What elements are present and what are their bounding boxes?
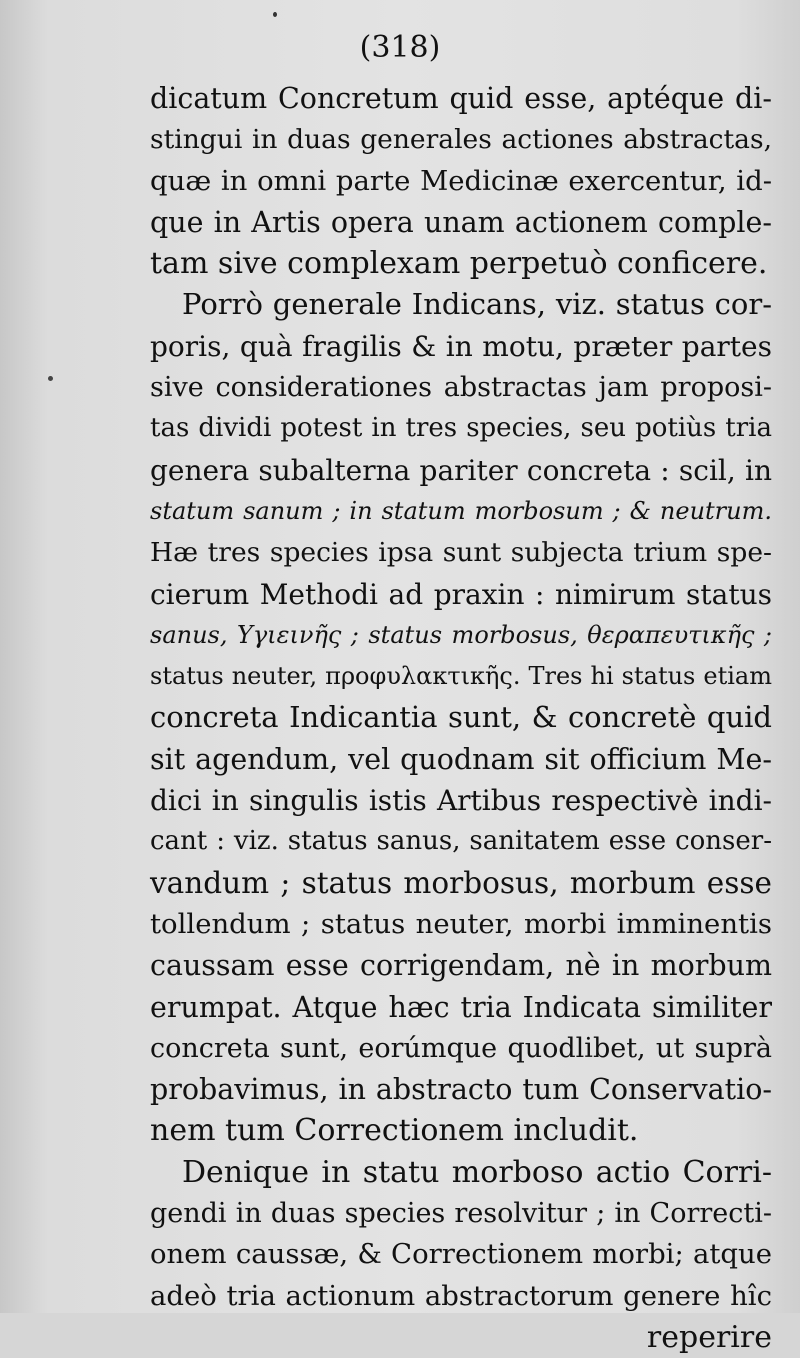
text-line: quæ in omni parte Medicinæ exercentur, id- [150, 164, 772, 197]
text-line: concreta sunt, eorúmque quodlibet, ut suprà [150, 1032, 772, 1064]
catchword: reperire [646, 1319, 772, 1355]
text-line: Hæ tres species ipsa sunt subjecta trium spe- [150, 537, 772, 569]
text-line: status neuter, προφυλακτικῆς. Tres hi status etiam [150, 662, 772, 691]
text-line: probavimus, in abstracto tum Conservatio- [150, 1073, 772, 1107]
text-line: stingui in duas generales actiones abstractas, [150, 124, 772, 156]
text-line: nem tum Correctionem includit. [150, 1113, 639, 1149]
text-line: Porrò generale Indicans, viz. status cor- [182, 287, 772, 322]
text-line: tollendum ; status neuter, morbi imminentis [150, 907, 772, 940]
text-line: sive considerationes abstractas jam proposi- [150, 372, 772, 404]
text-line: poris, quà fragilis & in motu, præter partes [150, 329, 772, 363]
text-line: dici in singulis istis Artibus respectivè indi- [150, 784, 772, 818]
text-line: cant : viz. status sanus, sanitatem esse conser- [150, 826, 772, 857]
text-line: tam sive complexam perpetuò conficere. [150, 246, 768, 282]
margin-mark [48, 376, 53, 381]
text-line: statum sanum ; in statum morbosum ; & neutrum. [150, 496, 772, 525]
text-line: sanus, Υγιεινῆς ; status morbosus, θεραπευτικῆς ; [150, 620, 772, 649]
page-number: (318) [359, 30, 441, 65]
text-line: adeò tria actionum abstractorum genere hîc [150, 1279, 772, 1312]
text-line: concreta Indicantia sunt, & concretè quid [150, 700, 772, 735]
text-line: tas dividi potest in tres species, seu potiùs tria [150, 413, 772, 444]
text-line: dicatum Concretum quid esse, aptéque di- [150, 82, 772, 115]
text-line: que in Artis opera unam actionem comple- [150, 205, 772, 239]
text-line: gendi in duas species resolvitur ; in Correcti- [150, 1198, 772, 1230]
text-line: onem caussæ, & Correctionem morbi; atque [150, 1238, 772, 1271]
text-line: erumpat. Atque hæc tria Indicata similiter [150, 990, 772, 1024]
ink-speck [273, 12, 277, 17]
text-line: genera subalterna pariter concreta : scil, in [150, 453, 772, 487]
text-line: cierum Methodi ad praxin : nimirum status [150, 577, 772, 611]
text-body [150, 78, 772, 1358]
text-line: caussam esse corrigendam, nè in morbum [150, 949, 772, 983]
text-line: sit agendum, vel quodnam sit officium Me- [150, 742, 772, 776]
text-line: vandum ; status morbosus, morbum esse [150, 865, 772, 900]
text-line: Denique in statu morboso actio Corri- [182, 1154, 772, 1190]
